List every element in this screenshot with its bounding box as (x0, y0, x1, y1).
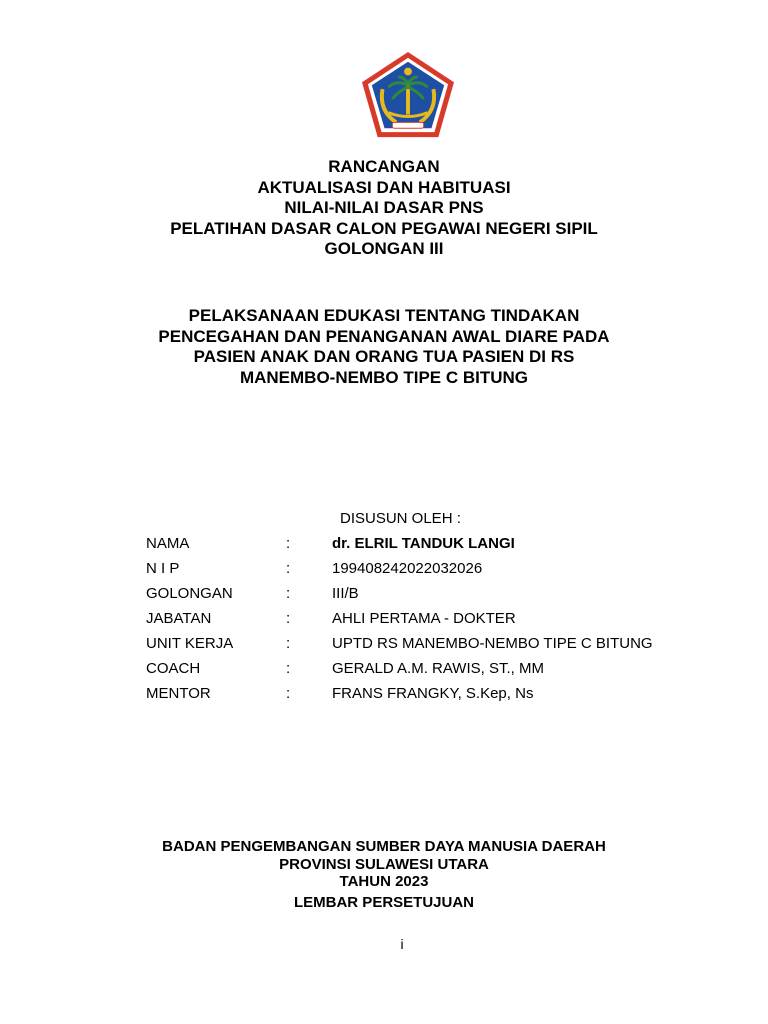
title-line: RANCANGAN (328, 157, 440, 176)
info-separator: : (286, 535, 291, 552)
info-key: UNIT KERJA (146, 635, 234, 652)
footer-line: TAHUN 2023 (339, 873, 429, 890)
info-value: AHLI PERTAMA - DOKTER (332, 610, 516, 627)
title-line: AKTUALISASI DAN HABITUASI (257, 177, 511, 197)
title-line: GOLONGAN III (324, 239, 444, 258)
footer-line: PROVINSI SULAWESI UTARA (279, 855, 489, 873)
topic-line: MANEMBO-NEMBO TIPE C BITUNG (239, 367, 529, 387)
info-value: FRANS FRANGKY, S.Kep, Ns (332, 685, 534, 702)
info-key: N I P (146, 560, 180, 577)
topic-line: PASIEN ANAK DAN ORANG TUA PASIEN DI RS (193, 347, 575, 366)
topic-line: PENCEGAHAN DAN PENANGANAN AWAL DIARE PADA (158, 326, 610, 346)
info-value: 199408242022032026 (332, 560, 483, 577)
title-line: NILAI-NILAI DASAR PNS (284, 198, 484, 217)
compiled-by-label: DISUSUN OLEH : (340, 510, 461, 527)
document-title (0, 157, 768, 260)
topic-line: PELAKSANAAN EDUKASI TENTANG TINDAKAN (188, 306, 580, 325)
title-line: PELATIHAN DASAR CALON PEGAWAI NEGERI SIPIL (170, 218, 598, 238)
info-separator: : (286, 560, 291, 577)
page-number: i (400, 936, 404, 952)
info-key: JABATAN (146, 610, 212, 627)
info-separator: : (286, 635, 291, 652)
info-separator: : (286, 685, 291, 702)
info-value: III/B (332, 585, 359, 602)
info-key: MENTOR (146, 685, 211, 702)
info-value: GERALD A.M. RAWIS, ST., MM (332, 660, 544, 677)
institution-footer (0, 838, 768, 891)
provincial-emblem-icon (359, 50, 457, 140)
info-separator: : (286, 660, 291, 677)
info-key: NAMA (146, 535, 190, 552)
info-key: COACH (146, 660, 201, 677)
approval-heading: LEMBAR PERSETUJUAN (293, 894, 474, 911)
document-topic (0, 306, 768, 388)
footer-line: BADAN PENGEMBANGAN SUMBER DAYA MANUSIA DAERAH (162, 838, 606, 855)
info-key: GOLONGAN (146, 585, 233, 602)
info-value: dr. ELRIL TANDUK LANGI (332, 535, 515, 552)
info-separator: : (286, 610, 291, 627)
info-separator: : (286, 585, 291, 602)
info-value: UPTD RS MANEMBO-NEMBO TIPE C BITUNG (332, 635, 653, 652)
